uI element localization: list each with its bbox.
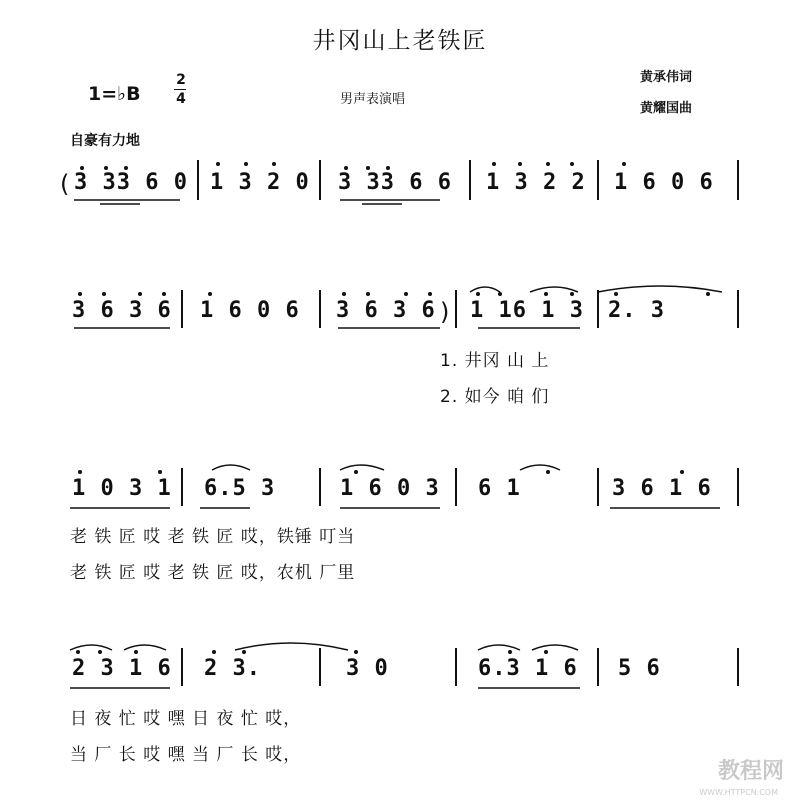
row4-measure2: 2 3. bbox=[204, 656, 261, 681]
row2-lyrics-verse2: 2. 如今 咱 们 bbox=[440, 387, 550, 407]
row2-measure2: 1 6 0 6 bbox=[200, 298, 300, 323]
row4-measure5: 5 6 bbox=[618, 656, 661, 681]
svg-text:(: ( bbox=[60, 170, 70, 198]
row1-measure4: 1 3 2 2 bbox=[486, 170, 586, 195]
row2-measure1: 3 6 3 6 bbox=[72, 298, 172, 323]
row3-lyrics-verse1: 老 铁 匠 哎 老 铁 匠 哎，铁锤 叮当 bbox=[70, 527, 356, 547]
row2-measure5: 2. 3 bbox=[608, 298, 665, 323]
row3-measure5: 3 6 1 6 bbox=[612, 476, 712, 501]
row4-measure4: 6.3 1 6 bbox=[478, 656, 578, 681]
row2-measure3: 3 6 3 6 bbox=[336, 298, 436, 323]
row1-measure5: 1 6 0 6 bbox=[614, 170, 714, 195]
row1-measure3: 3 33 6 6 bbox=[338, 170, 452, 195]
lyricist-credit: 黄承伟词 bbox=[640, 70, 693, 85]
row4-lyrics-verse2: 当 厂 长 哎 嘿 当 厂 长 哎， bbox=[70, 745, 302, 765]
row2-lyrics-verse1: 1. 井冈 山 上 bbox=[440, 351, 550, 371]
key-signature: 1=♭B bbox=[88, 83, 141, 105]
time-signature-top: 2 bbox=[176, 72, 186, 88]
row3-measure2: 6.5 3 bbox=[204, 476, 276, 501]
row4-measure1: 2 3 1 6 bbox=[72, 656, 172, 681]
row2-measure4: 1 16 1 3 bbox=[470, 298, 584, 323]
watermark-logo: 教程网 bbox=[717, 759, 784, 784]
row3-measure1: 1 0 3 1 bbox=[72, 476, 172, 501]
row4-lyrics-verse1: 日 夜 忙 哎 嘿 日 夜 忙 哎， bbox=[70, 709, 302, 729]
composer-credit: 黄耀国曲 bbox=[640, 101, 693, 116]
row4-measure3: 3 0 bbox=[346, 656, 389, 681]
tempo-marking: 自豪有力地 bbox=[70, 133, 140, 149]
row3-measure3: 1 6 0 3 bbox=[340, 476, 440, 501]
svg-text:): ) bbox=[440, 298, 450, 326]
row3-lyrics-verse2: 老 铁 匠 哎 老 铁 匠 哎，农机 厂里 bbox=[70, 563, 356, 583]
row3-measure4: 6 1 bbox=[478, 476, 521, 501]
watermark-url: WWW.HTTPCN.COM bbox=[699, 788, 778, 797]
row1-measure2: 1 3 2 0 bbox=[210, 170, 310, 195]
performance-type: 男声表演唱 bbox=[340, 92, 406, 107]
row1-measure1: 3 33 6 0 bbox=[74, 170, 188, 195]
song-title: 井冈山上老铁匠 bbox=[312, 28, 488, 54]
time-signature-bottom: 4 bbox=[176, 91, 186, 107]
